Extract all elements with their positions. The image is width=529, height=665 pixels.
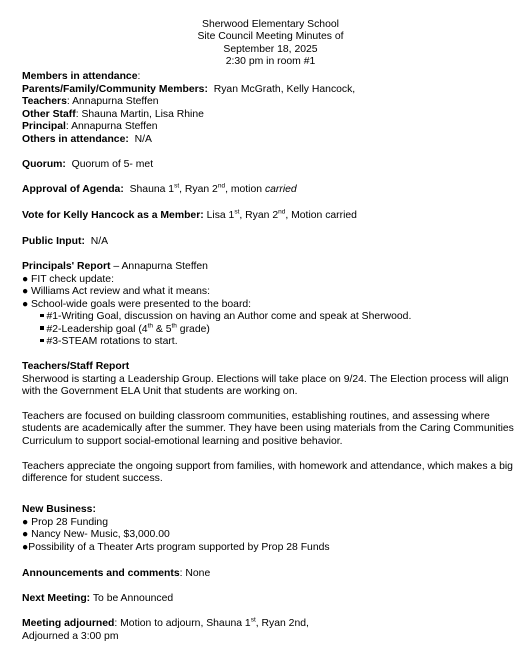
report-bullet: ● School-wide goals were presented to the board:	[22, 298, 252, 310]
teachers-report-label: Teachers/Staff Report	[22, 361, 130, 372]
teachers-label: Teachers	[22, 96, 67, 107]
report-bullet: ● FIT check update:	[22, 273, 114, 285]
others-value: N/A	[134, 133, 152, 145]
bullet-icon: ●	[22, 298, 29, 310]
school-name: Sherwood Elementary School	[202, 19, 339, 30]
announcements-line	[22, 568, 210, 580]
agenda-line: Approval of Agenda: Shauna 1st, Ryan 2nd, motion carried	[22, 182, 297, 195]
public-input-label: Public Input:	[22, 236, 85, 247]
square-bullet-icon	[40, 326, 44, 330]
new-business-heading	[22, 504, 96, 516]
new-business-label: New Business:	[22, 504, 96, 515]
quorum-value: Quorum of 5- met	[71, 158, 154, 170]
teachers-report-paragraph: Teachers are focused on building classroom communities, establishing routines, and assessing where students are academically after the summer. They have been using materials from the Caring Communities Curriculum to support social-emotional learning and positive behavior.	[22, 411, 514, 447]
next-meeting-label: Next Meeting:	[22, 593, 91, 604]
teachers-line	[22, 96, 159, 108]
attendance-heading: Members in attendance	[22, 71, 138, 82]
square-bullet-icon	[40, 314, 44, 318]
parents-line	[22, 84, 355, 96]
other-staff-value: : Shauna Martin, Lisa Rhine	[75, 108, 204, 120]
teachers-report-paragraph: Sherwood is starting a Leadership Group. Elections will take place on 9/24. The Election process will align with the Government ELA Unit that students are working on.	[22, 373, 509, 397]
next-meeting-value: To be Announced	[92, 593, 174, 604]
principal-line	[22, 121, 158, 133]
next-meeting-line	[22, 593, 173, 605]
principals-report-presenter: – Annapurna Steffen	[110, 261, 208, 272]
square-bullet-icon	[40, 339, 44, 343]
teachers-report-heading	[22, 361, 129, 373]
announcements-value: : None	[179, 568, 211, 579]
vote-line: Vote for Kelly Hancock as a Member: Lisa 1st, Ryan 2nd, Motion carried	[22, 208, 357, 221]
others-line	[22, 134, 152, 146]
parents-label: Parents/Family/Community Members:	[22, 83, 208, 95]
document-title: Site Council Meeting Minutes of	[197, 31, 344, 43]
agenda-carried: carried	[264, 183, 297, 195]
principals-report-label: Principals' Report	[22, 261, 111, 272]
bullet-icon: ●	[22, 286, 29, 297]
goal-item: #1-Writing Goal, discussion on having an Author come and speak at Sherwood.	[40, 311, 411, 323]
goal-item: #2-Leadership goal (4th & 5th grade)	[40, 324, 210, 336]
attendance-heading-line: Members in attendance:	[22, 71, 141, 82]
principal-value: : Annapurna Steffen	[65, 121, 158, 132]
adjourned-time: Adjourned a 3:00 pm	[22, 630, 119, 642]
meeting-time-place: 2:30 pm in room #1	[225, 55, 316, 67]
report-bullet: ● Williams Act review and what it means:	[22, 286, 211, 297]
principal-label: Principal	[22, 121, 66, 132]
quorum-line	[22, 159, 153, 171]
document-header	[0, 19, 529, 68]
agenda-label: Approval of Agenda:	[22, 183, 124, 195]
announcements-label: Announcements and comments	[22, 568, 180, 579]
new-business-item: ●Possibility of a Theater Arts program supported by Prop 28 Funds	[22, 541, 330, 553]
public-input-line	[22, 236, 108, 248]
vote-label: Vote for Kelly Hancock as a Member:	[22, 210, 204, 221]
teachers-value: : Annapurna Steffen	[66, 96, 159, 107]
principals-report-heading	[22, 261, 208, 273]
quorum-label: Quorum:	[22, 158, 66, 170]
other-staff-line	[22, 109, 204, 121]
goal-item: #3-STEAM rotations to start.	[40, 336, 178, 348]
new-business-item: ● Prop 28 Funding	[22, 516, 108, 528]
new-business-item: ● Nancy New- Music, $3,000.00	[22, 529, 170, 540]
bullet-icon: ●	[22, 273, 29, 285]
teachers-report-paragraph: Teachers appreciate the ongoing support from families, with homework and attendance, which makes a big difference for student success.	[22, 461, 513, 485]
adjourned-line: Meeting adjourned: Motion to adjourn, Shauna 1st, Ryan 2nd,	[22, 616, 309, 629]
adjourned-label: Meeting adjourned	[22, 618, 115, 629]
others-label: Others in attendance:	[22, 133, 129, 145]
other-staff-label: Other Staff	[22, 108, 76, 120]
meeting-date: September 18, 2025	[223, 43, 318, 55]
parents-value: Ryan McGrath, Kelly Hancock,	[213, 83, 356, 95]
public-input-value: N/A	[90, 236, 109, 247]
